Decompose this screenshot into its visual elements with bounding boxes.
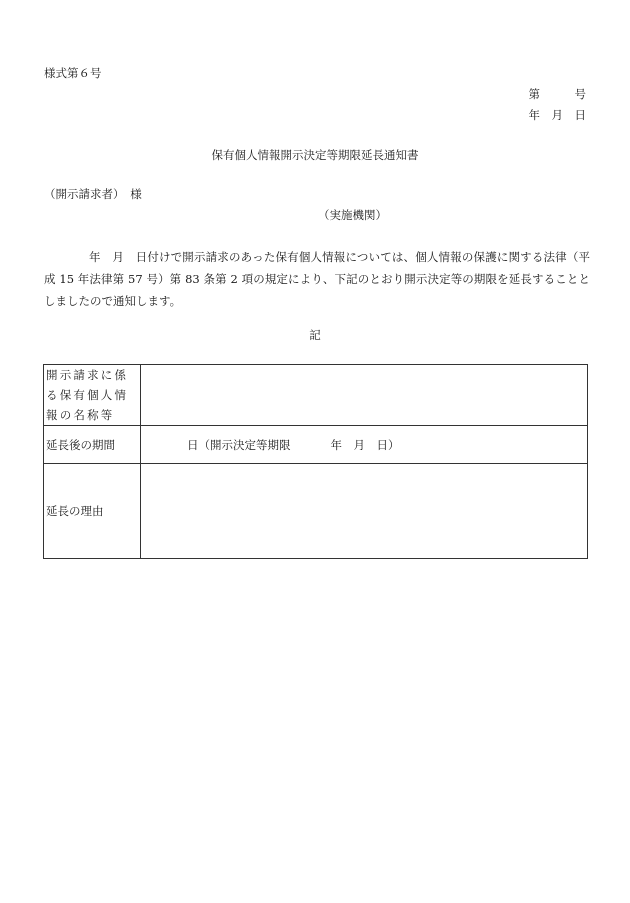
info-table [43,364,588,559]
extension-reason-value [141,464,588,559]
extended-period-deadline: 年 月 日） [330,437,400,452]
target-info-value [141,365,588,426]
target-info-label: 開示請求に係る保有個人情報の名称等 [46,368,129,422]
extended-period-label: 延長後の期間 [44,426,141,464]
table-row [44,464,588,559]
extended-period-value-cell [141,426,588,464]
extension-reason-label: 延長の理由 [44,464,141,559]
issuing-agency: （実施機関） [318,208,387,222]
form-number: 様式第６号 [44,66,102,80]
extended-period-value [141,438,400,452]
target-info-label-cell [44,365,141,426]
document-date: 年 月 日 [528,108,586,122]
document-number: 第 号 [528,87,586,101]
addressee: （開示請求者） 様 [44,187,142,201]
table-row [44,365,588,426]
document-title: 保有個人情報開示決定等期限延長通知書 [211,148,419,162]
table-row [44,426,588,464]
note-heading: 記 [309,328,321,342]
body-text: 年 月 日付けで開示請求のあった保有個人情報については、個人情報の保護に関する法律（平成 15 年法律第 57 号）第 83 条第 2 項の規定により、下記のとおり開示決定等の期限を延長することとしましたので通知します。 [44,250,590,308]
extended-period-days: 日（開示決定等期限 [187,437,291,452]
